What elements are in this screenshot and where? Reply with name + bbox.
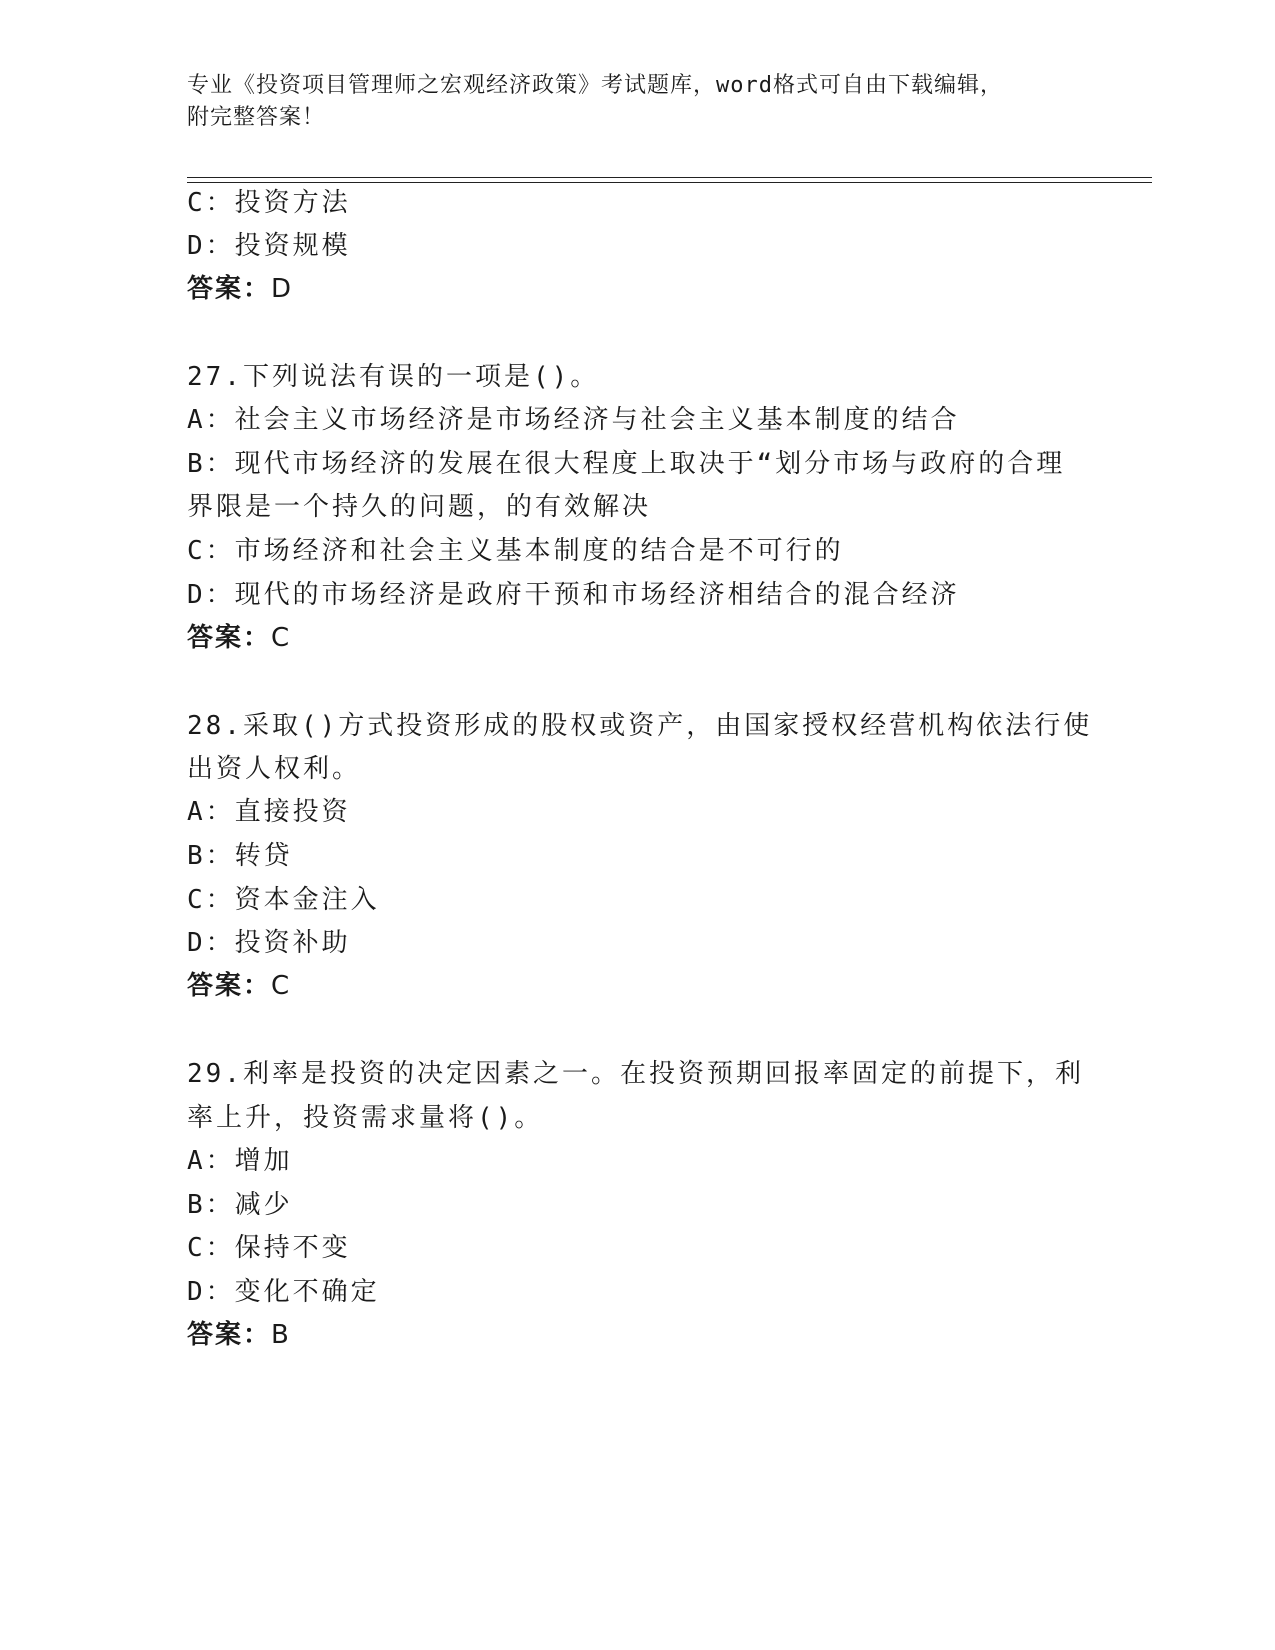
- answer-value: D: [271, 274, 292, 304]
- q29-stem-line2: 率上升，投资需求量将()。: [187, 1103, 544, 1133]
- q27-option-b-line1: B：现代市场经济的发展在很大程度上取决于“划分市场与政府的合理: [187, 449, 1066, 479]
- q28-stem-line2: 出资人权利。: [187, 754, 362, 784]
- q29-answer: [187, 1318, 289, 1352]
- header-divider-bottom: [187, 182, 1152, 183]
- answer-value: B: [271, 1320, 289, 1350]
- q27-stem: 27.下列说法有误的一项是()。: [187, 362, 600, 392]
- q29-option-d: D：变化不确定: [187, 1277, 380, 1307]
- q28-option-c: C：资本金注入: [187, 885, 380, 915]
- header-divider-top: [187, 177, 1152, 178]
- answer-label: 答案：: [187, 274, 272, 304]
- q27-option-c: C：市场经济和社会主义基本制度的结合是不可行的: [187, 536, 844, 566]
- q28-option-b: B：转贷: [187, 841, 293, 871]
- answer-value: C: [271, 971, 290, 1001]
- document-header: [187, 70, 1067, 134]
- answer-label: 答案：: [187, 971, 272, 1001]
- header-line-1: 专业《投资项目管理师之宏观经济政策》考试题库，word格式可自由下载编辑，: [187, 73, 1003, 98]
- q28-option-d: D：投资补助: [187, 928, 351, 958]
- q27-answer: [187, 621, 289, 655]
- answer-label: 答案：: [187, 1320, 272, 1350]
- prev-answer: [187, 272, 291, 306]
- q29-option-b: B：减少: [187, 1190, 293, 1220]
- q28-stem-line1: 28.采取()方式投资形成的股权或资产，由国家授权经营机构依法行使: [187, 711, 1093, 741]
- q27-option-d: D：现代的市场经济是政府干预和市场经济相结合的混合经济: [187, 580, 960, 610]
- q27-option-b-line2: 界限是一个持久的问题，的有效解决: [187, 492, 652, 522]
- q27-option-a: A：社会主义市场经济是市场经济与社会主义基本制度的结合: [187, 405, 960, 435]
- q29-option-a: A：增加: [187, 1146, 293, 1176]
- prev-option-c: C：投资方法: [187, 188, 351, 218]
- header-line-2: 附完整答案！: [187, 105, 326, 130]
- q28-answer: [187, 969, 289, 1003]
- q29-option-c: C：保持不变: [187, 1233, 351, 1263]
- q29-stem-line1: 29.利率是投资的决定因素之一。在投资预期回报率固定的前提下，利: [187, 1059, 1084, 1089]
- prev-option-d: D：投资规模: [187, 231, 351, 261]
- q28-option-a: A：直接投资: [187, 797, 351, 827]
- answer-label: 答案：: [187, 623, 272, 653]
- answer-value: C: [271, 623, 290, 653]
